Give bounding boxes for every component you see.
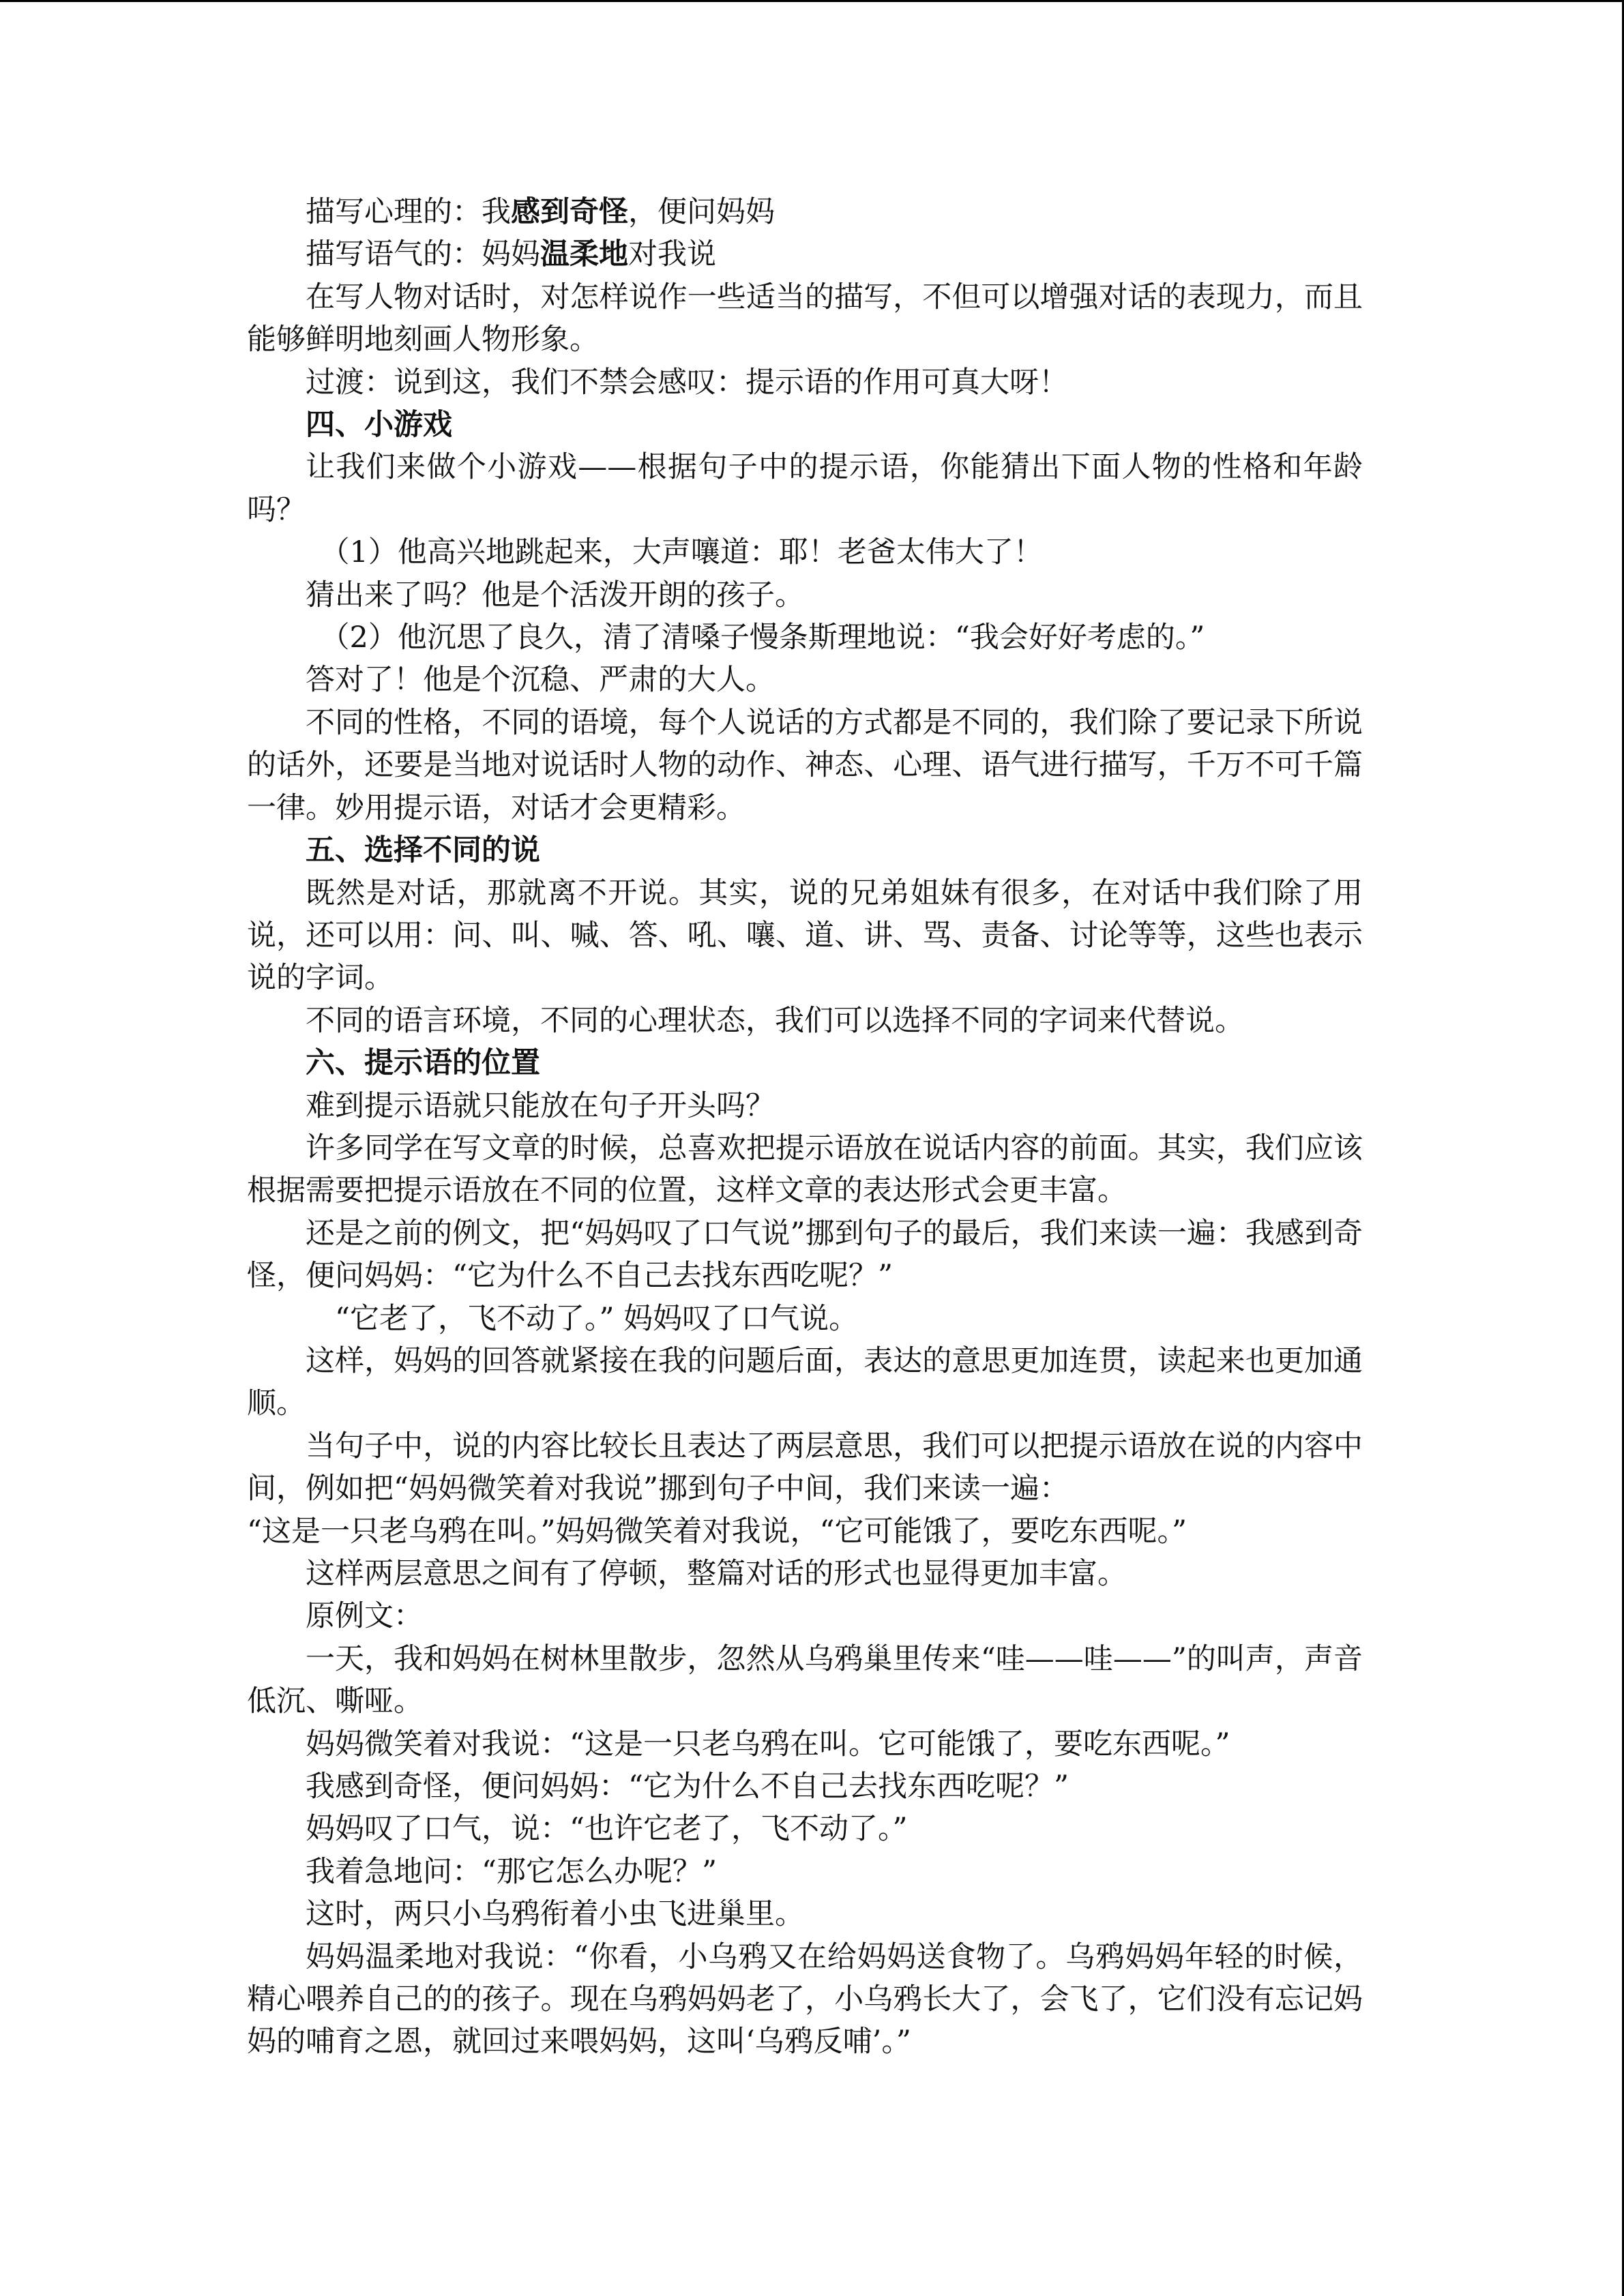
paragraph: 还是之前的例文，把“妈妈叹了口气说”挪到句子的最后，我们来读一遍：我感到奇怪，便问妈妈：“它为什么不自己去找东西吃呢？”: [247, 1216, 1363, 1294]
paragraph: 不同的语言环境，不同的心理状态，我们可以选择不同的字词来代替说。: [306, 1003, 1244, 1038]
document-body: [247, 191, 1363, 2063]
paragraph: 妈妈温柔地对我说：“你看，小乌鸦又在给妈妈送食物了。乌鸦妈妈年轻的时候，精心喂养自己的的孩子。现在乌鸦妈妈老了，小乌鸦长大了，会飞了，它们没有忘记妈妈的哺育之恩，就回过来喂妈妈，这叫‘乌鸦反哺’。”: [247, 1939, 1363, 2059]
paragraph: 当句子中，说的内容比较长且表达了两层意思，我们可以把提示语放在说的内容中间，例如把“妈妈微笑着对我说”挪到句子中间，我们来读一遍：: [247, 1429, 1363, 1506]
paragraph: 让我们来做个小游戏——根据句子中的提示语，你能猜出下面人物的性格和年龄吗？: [247, 450, 1363, 527]
paragraph: 一天，我和妈妈在树林里散步，忽然从乌鸦巢里传来“哇——哇——”的叫声，声音低沉、嘶哑。: [247, 1641, 1363, 1719]
paragraph: 许多同学在写文章的时候，总喜欢把提示语放在说话内容的前面。其实，我们应该根据需要把提示语放在不同的位置，这样文章的表达形式会更丰富。: [247, 1131, 1363, 1208]
paragraph: 妈妈叹了口气，说：“也许它老了，飞不动了。”: [306, 1812, 908, 1847]
paragraph: 在写人物对话时，对怎样说作一些适当的描写，不但可以增强对话的表现力，而且能够鲜明地刻画人物形象。: [247, 280, 1363, 357]
section-heading: 五、选择不同的说: [306, 833, 540, 868]
paragraph: 不同的性格，不同的语境，每个人说话的方式都是不同的，我们除了要记录下所说的话外，还要是当地对说话时人物的动作、神态、心理、语气进行描写，千万不可千篇一律。妙用提示语，对话才会更精彩。: [247, 705, 1363, 825]
paragraph: “这是一只老乌鸦在叫。”妈妈微笑着对我说，“它可能饿了，要吃东西呢。”: [247, 1514, 1187, 1549]
paragraph: 我着急地问：“那它怎么办呢？”: [306, 1854, 717, 1889]
section-heading: 四、小游戏: [306, 408, 452, 443]
paragraph: 既然是对话，那就离不开说。其实，说的兄弟姐妹有很多，在对话中我们除了用说，还可以用：问、叫、喊、答、吼、嚷、道、讲、骂、责备、讨论等等，这些也表示说的字词。: [247, 876, 1363, 996]
paragraph: 我感到奇怪，便问妈妈：“它为什么不自己去找东西吃呢？”: [306, 1770, 1069, 1804]
paragraph: 难到提示语就只能放在句子开头吗？: [306, 1088, 775, 1123]
paragraph: 妈妈微笑着对我说：“这是一只老乌鸦在叫。它可能饿了，要吃东西呢。”: [306, 1727, 1230, 1761]
top-border: [0, 0, 1624, 2]
paragraph: （1）他高兴地跳起来，大声嚷道：耶！老爸太伟大了！: [320, 535, 1043, 570]
paragraph: 描写心理的：我感到奇怪，便问妈妈: [306, 195, 775, 229]
section-heading: 六、提示语的位置: [306, 1046, 540, 1081]
paragraph: 描写语气的：妈妈温柔地对我说: [306, 237, 716, 272]
paragraph: 这样，妈妈的回答就紧接在我的问题后面，表达的意思更加连贯，读起来也更加通顺。: [247, 1343, 1363, 1421]
paragraph: （2）他沉思了良久，清了清嗓子慢条斯理地说：“我会好好考虑的。”: [320, 621, 1205, 655]
paragraph: “它老了，飞不动了。” 妈妈叹了口气说。: [335, 1301, 859, 1336]
paragraph: 原例文：: [306, 1599, 423, 1634]
paragraph: 答对了！他是个沉稳、严肃的大人。: [306, 663, 775, 698]
paragraph: 过渡：说到这，我们不禁会感叹：提示语的作用可真大呀！: [306, 365, 1068, 400]
paragraph: 这时，两只小乌鸦衔着小虫飞进巢里。: [306, 1897, 804, 1932]
paragraph: 这样两层意思之间有了停顿，整篇对话的形式也显得更加丰富。: [306, 1557, 1127, 1591]
paragraph: 猜出来了吗？他是个活泼开朗的孩子。: [306, 578, 804, 612]
